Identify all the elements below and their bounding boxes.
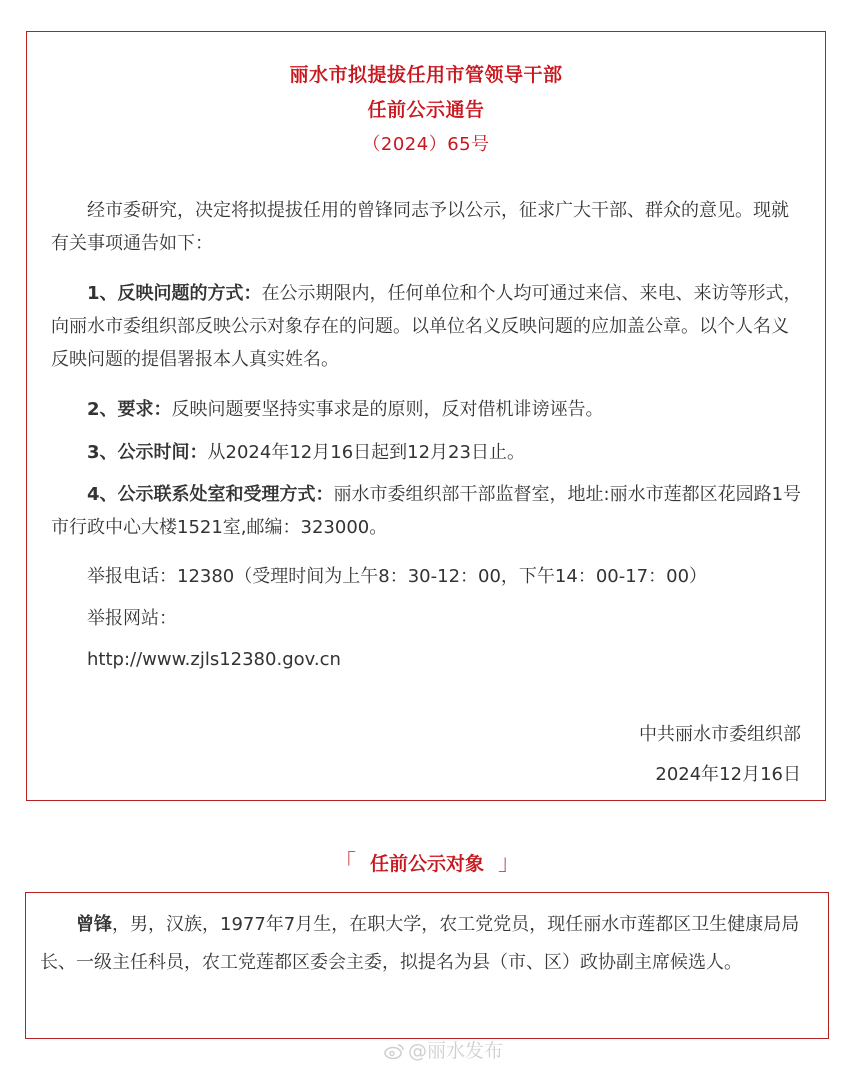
item-2-text: 反映问题要坚持实事求是的原则，反对借机诽谤诬告。: [171, 399, 604, 420]
item-2-label: 2、要求：: [87, 399, 172, 420]
item-4-paragraph: [51, 478, 803, 544]
report-website-label: 举报网站：: [87, 608, 177, 629]
report-phone: 举报电话：12380（受理时间为上午8：30-12：00，下午14：00-17：00）: [87, 566, 708, 587]
subject-details: ，男，汉族，1977年7月生，在职大学，农工党党员，现任丽水市莲都区卫生健康局局长、一级主任科员，农工党莲都区委会主委，拟提名为县（市、区）政协副主席候选人。: [40, 914, 800, 973]
notice-title: 丽水市拟提拔任用市管领导干部: [289, 64, 563, 86]
item-4-label: 4、公示联系处室和受理方式：: [87, 484, 334, 505]
item-2-paragraph: [51, 393, 803, 426]
signer: 中共丽水市委组织部: [639, 724, 801, 745]
report-website-url[interactable]: http://www.zjls12380.gov.cn: [87, 649, 341, 670]
watermark: [384, 1036, 503, 1063]
item-1-text: 在公示期限内，任何单位和个人均可通过来信、来电、来访等形式，向丽水市委组织部反映公示对象存在的问题。以单位名义反映问题的应加盖公章。以个人名义反映问题的提倡署报本人真实姓名。: [51, 283, 802, 370]
subject-paragraph: [40, 906, 816, 982]
item-3-paragraph: [51, 436, 803, 469]
intro-paragraph: 经市委研究，决定将拟提拔任用的曾锋同志予以公示，征求广大干部、群众的意见。现就有关事项通告如下：: [51, 200, 789, 254]
notice-date: 2024年12月16日: [655, 764, 801, 785]
item-4-text: 丽水市委组织部干部监督室，地址:丽水市莲都区花园路1号市行政中心大楼1521室,邮编：323000。: [51, 484, 802, 538]
right-bracket: 」: [498, 851, 521, 876]
subject-box: [25, 892, 829, 1039]
subject-name: 曾锋: [76, 914, 112, 935]
notice-box: [26, 31, 826, 801]
item-3-label: 3、公示时间：: [87, 442, 208, 463]
item-3-text: 从2024年12月16日起到12月23日止。: [207, 442, 525, 463]
item-1-paragraph: [51, 277, 803, 376]
item-1-label: 1、反映问题的方式：: [87, 283, 262, 304]
subject-heading-text: 任前公示对象: [369, 853, 484, 875]
document-number: （2024）65号: [362, 134, 490, 155]
subject-section-heading: [0, 846, 854, 877]
left-bracket: 「: [333, 851, 356, 876]
notice-subtitle: 任前公示通告: [367, 99, 485, 121]
watermark-text: @丽水发布: [408, 1040, 504, 1062]
weibo-icon: [384, 1042, 404, 1058]
